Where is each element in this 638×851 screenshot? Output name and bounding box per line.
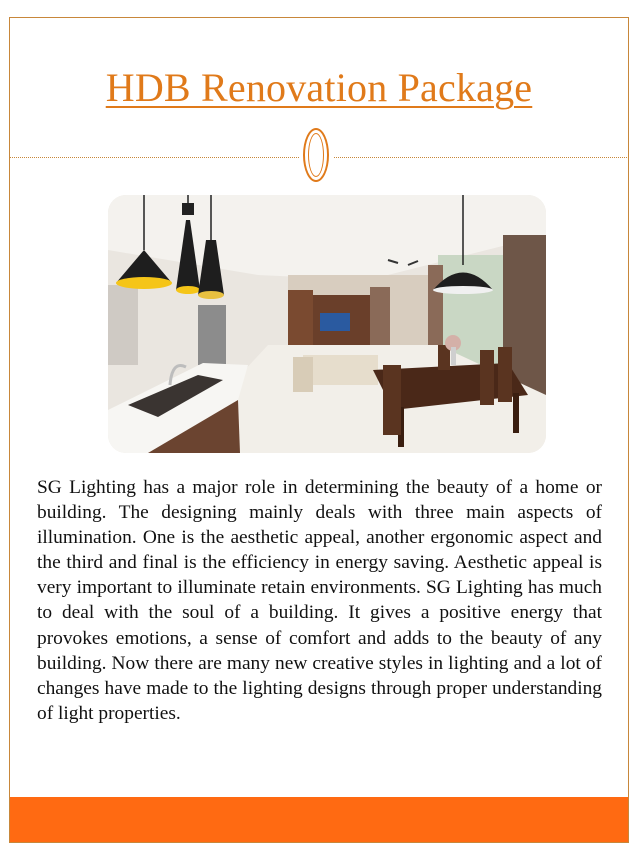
body-paragraph: SG Lighting has a major role in determining the beauty of a home or building. The designing mainly deals with three main aspects of illumination. One is the aesthetic appeal, another ergonomic aspect and the third and final is the efficiency in energy saving. Aesthetic appeal is very important to illuminate retain environments. SG Lighting has much to deal with the soul of a building. It gives a positive energy that provokes emotions, a sense of comfort and adds to the beauty of any building. Now there are many new creative styles in lighting and a lot of changes have made to the lighting designs through proper understanding of light properties. — [37, 477, 602, 724]
page-title: HDB Renovation Package — [105, 65, 533, 110]
divider-left — [9, 157, 299, 158]
interior-photo — [108, 195, 546, 453]
divider-right — [334, 157, 629, 158]
footer-bar — [10, 797, 628, 842]
oval-ornament-icon — [303, 128, 329, 182]
